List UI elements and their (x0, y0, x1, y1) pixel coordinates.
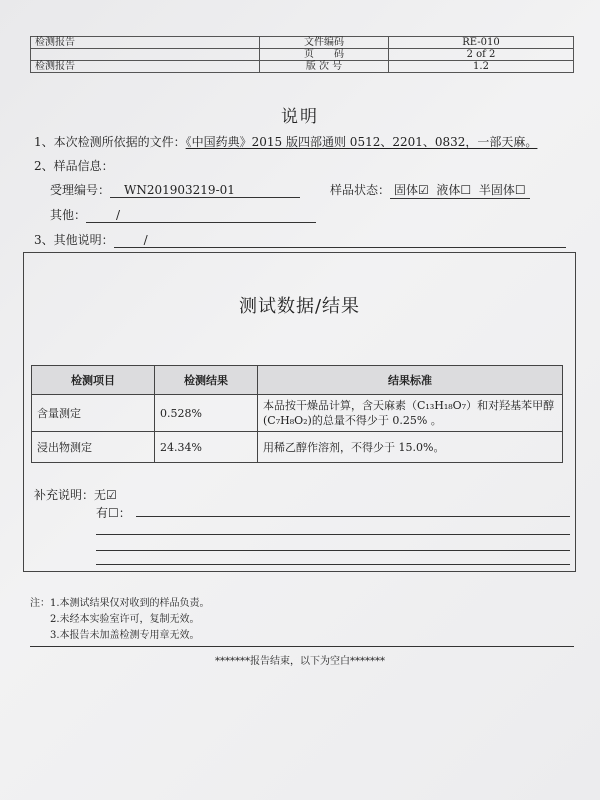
divider (30, 646, 574, 647)
status-semisolid-checkbox[interactable]: 半固体☐ (478, 183, 526, 197)
row-result: 0.528% (155, 395, 258, 432)
supplement-has-checkbox[interactable]: 有☐： (96, 506, 131, 520)
accept-number-line (50, 181, 300, 198)
header-label-page: 页 码 (260, 49, 389, 61)
table-row (32, 432, 563, 463)
header-left-cell: 检测报告 (31, 61, 260, 73)
header-row (31, 61, 574, 73)
supplement-line (34, 486, 117, 503)
sample-status-line (330, 181, 530, 199)
accept-number-value: WN201903219-01 (110, 183, 300, 198)
table-row (32, 395, 563, 432)
results-header-row (32, 366, 563, 395)
header-value-file-code: RE-010 (389, 37, 574, 49)
other-notes-label: 3、其他说明： (34, 233, 114, 247)
header-label-file-code: 文件编码 (260, 37, 389, 49)
header-table (30, 36, 574, 73)
note-item: 2.未经本实验室许可，复制无效。 (50, 614, 200, 625)
note-item: 3.本报告未加盖检测专用章无效。 (50, 630, 200, 641)
header-value-page: 2 of 2 (389, 49, 574, 61)
other-label: 其他： (50, 208, 87, 222)
notes (30, 596, 210, 644)
other-notes-line (34, 231, 566, 248)
accept-number-label: 受理编号： (50, 183, 111, 197)
supplement-fill-line (96, 534, 570, 535)
column-header-result: 检测结果 (155, 366, 258, 395)
sample-status-label: 样品状态： (330, 183, 391, 197)
other-line (50, 206, 316, 223)
basis-line (34, 133, 537, 150)
header-left-cell: 检测报告 (31, 37, 260, 49)
sample-info-heading: 2、样品信息： (34, 159, 114, 173)
note-item: 注：1.本测试结果仅对收到的样品负责。 (30, 598, 210, 609)
results-table (31, 365, 563, 463)
report-end-text: *******报告结束，以下为空白******* (215, 656, 385, 667)
column-header-standard: 结果标准 (258, 366, 563, 395)
other-notes-value: / (114, 233, 566, 248)
supplement-fill-line (96, 564, 570, 565)
supplement-none-checkbox[interactable]: 无☑ (94, 488, 117, 502)
status-liquid-checkbox[interactable]: 液体☐ (436, 183, 472, 197)
header-row (31, 37, 574, 49)
row-item: 含量测定 (32, 395, 155, 432)
header-left-cell (31, 49, 260, 61)
row-result: 24.34% (155, 432, 258, 463)
supplement-fill-line (96, 550, 570, 551)
column-header-item: 检测项目 (32, 366, 155, 395)
results-title: 测试数据/结果 (238, 296, 361, 317)
page-title: 说明 (281, 107, 319, 127)
header-label-version: 版 次 号 (260, 61, 389, 73)
row-standard: 用稀乙醇作溶剂，不得少于 15.0%。 (258, 432, 563, 463)
row-item: 浸出物测定 (32, 432, 155, 463)
header-value-version: 1.2 (389, 61, 574, 73)
supplement-label: 补充说明： (34, 488, 95, 502)
row-standard: 本品按干燥品计算，含天麻素（C₁₃H₁₈O₇）和对羟基苯甲醇(C₇H₈O₂)的总量不得少于 0.25% 。 (258, 395, 563, 432)
status-solid-checkbox[interactable]: 固体☑ (394, 183, 429, 197)
other-value: / (86, 208, 316, 223)
basis-label: 1、本次检测所依据的文件： (34, 135, 186, 149)
basis-value: 《中国药典》2015 版四部通则 0512、2201、0832，一部天麻。 (185, 135, 538, 149)
sample-status-options (390, 181, 530, 199)
header-row (31, 49, 574, 61)
supplement-fill-line (136, 516, 570, 517)
